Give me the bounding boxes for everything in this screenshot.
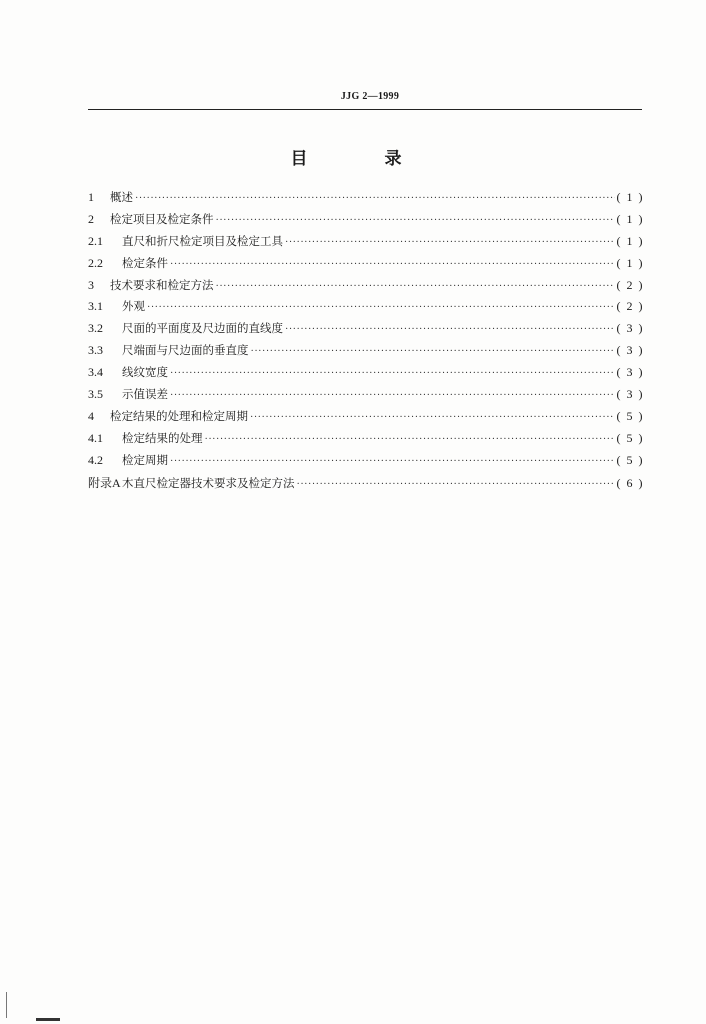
toc-entry[interactable] (88, 211, 644, 233)
dot-leader (285, 324, 615, 335)
toc-entry-page: ( 5 ) (616, 430, 644, 445)
toc-entry-page: ( 5 ) (616, 408, 644, 423)
toc-entry-label: 检定项目及检定条件 (110, 211, 214, 226)
toc-entry-number: 2.2 (88, 255, 103, 270)
toc-entry[interactable] (88, 364, 644, 386)
toc-entry-label: 检定周期 (122, 452, 168, 467)
dot-leader (216, 215, 615, 226)
toc-entry-page: ( 5 ) (616, 452, 644, 467)
toc-entry[interactable] (88, 474, 644, 496)
dot-leader (205, 434, 615, 445)
toc-entry-number: 4.2 (88, 452, 103, 467)
toc-entry-label: 外观 (122, 299, 145, 314)
dot-leader (170, 456, 615, 467)
table-of-contents (88, 189, 644, 495)
toc-entry[interactable] (88, 452, 644, 474)
toc-title: 目 录 (290, 149, 432, 169)
dot-leader (147, 302, 615, 313)
toc-entry-label: 概述 (110, 190, 133, 204)
toc-entry[interactable] (88, 298, 644, 320)
toc-entry-number: 3.5 (88, 387, 103, 402)
toc-entry-label: 直尺和折尺检定项目及检定工具 (122, 233, 283, 248)
standard-code-header: JJG 2—1999 (340, 91, 400, 102)
toc-entry[interactable] (88, 255, 644, 277)
toc-entry-page: ( 3 ) (616, 387, 644, 402)
dot-leader (251, 346, 615, 357)
toc-entry-number: 4.1 (88, 430, 103, 445)
scan-edge-mark (6, 992, 7, 1018)
dot-leader (250, 412, 615, 423)
toc-entry-label: 检定结果的处理和检定周期 (110, 408, 248, 423)
toc-entry-number: 2.1 (88, 233, 103, 248)
dot-leader (170, 368, 615, 379)
header-rule (88, 109, 642, 110)
dot-leader (297, 479, 615, 490)
toc-entry[interactable] (88, 408, 644, 430)
dot-leader (170, 259, 615, 270)
toc-entry-label: 技术要求和检定方法 (110, 277, 214, 292)
dot-leader (285, 237, 615, 248)
dot-leader (135, 193, 615, 204)
toc-entry-page: ( 1 ) (616, 255, 644, 270)
toc-entry-page: ( 3 ) (616, 343, 644, 358)
toc-entry-label: 检定条件 (122, 255, 168, 270)
toc-entry[interactable] (88, 342, 644, 364)
toc-entry[interactable] (88, 189, 644, 211)
toc-entry[interactable] (88, 320, 644, 342)
dot-leader (216, 281, 615, 292)
toc-entry-number: 3.4 (88, 365, 103, 380)
toc-entry-number: 2 (88, 211, 94, 226)
toc-entry-page: ( 6 ) (616, 475, 644, 490)
toc-entry-number: 1 (88, 190, 94, 204)
toc-entry-number: 3.3 (88, 343, 103, 358)
toc-entry-page: ( 1 ) (616, 190, 644, 204)
toc-entry[interactable] (88, 233, 644, 255)
toc-entry[interactable] (88, 277, 644, 299)
toc-entry-page: ( 2 ) (616, 277, 644, 292)
toc-entry-label: 线纹宽度 (122, 365, 168, 380)
toc-entry-label: 检定结果的处理 (122, 430, 203, 445)
toc-entry-label: 木直尺检定器技术要求及检定方法 (122, 475, 295, 490)
toc-entry-number: 3 (88, 277, 94, 292)
toc-entry-page: ( 3 ) (616, 321, 644, 336)
toc-entry-number: 3.1 (88, 299, 103, 314)
scan-corner-mark (36, 1018, 60, 1021)
toc-entry[interactable] (88, 386, 644, 408)
toc-entry-page: ( 1 ) (616, 211, 644, 226)
toc-entry-page: ( 1 ) (616, 233, 644, 248)
toc-entry-label: 示值误差 (122, 387, 168, 402)
toc-entry[interactable] (88, 430, 644, 452)
toc-entry-number: 3.2 (88, 321, 103, 336)
toc-entry-number: 附录A (88, 475, 121, 490)
toc-entry-label: 尺端面与尺边面的垂直度 (122, 343, 249, 358)
toc-entry-page: ( 3 ) (616, 365, 644, 380)
toc-entry-page: ( 2 ) (616, 299, 644, 314)
toc-entry-number: 4 (88, 408, 94, 423)
toc-entry-label: 尺面的平面度及尺边面的直线度 (122, 321, 283, 336)
dot-leader (170, 390, 615, 401)
